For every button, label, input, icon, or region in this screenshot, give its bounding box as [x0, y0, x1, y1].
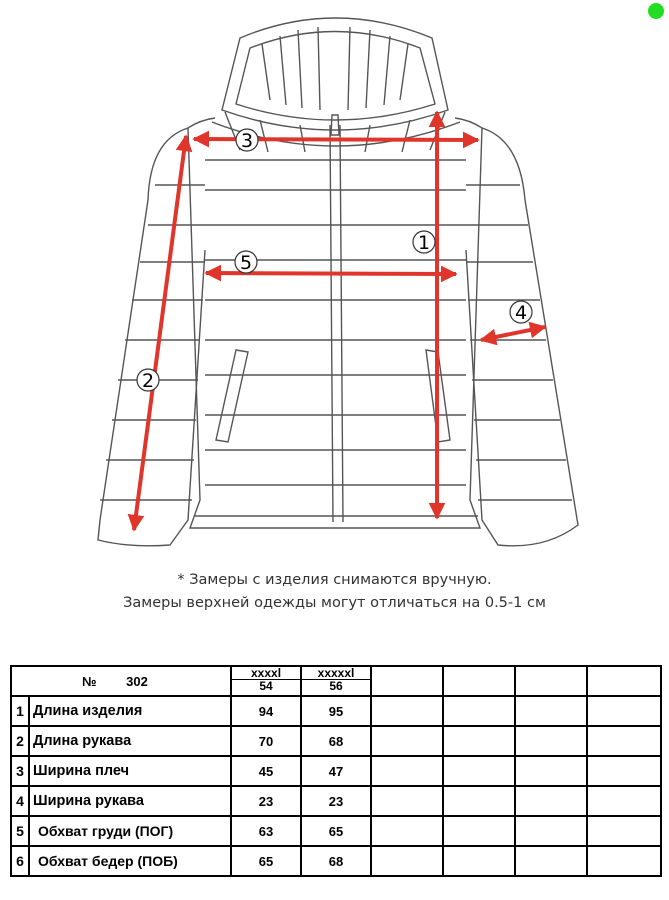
- arrow-4-sleeve-width: [481, 327, 545, 340]
- empty-cell: [443, 846, 515, 876]
- empty-cell: [371, 846, 443, 876]
- row-name: Обхват бедер (ПОБ): [29, 846, 231, 876]
- row-index: 6: [11, 846, 29, 876]
- empty-cell: [587, 666, 661, 696]
- note-line-2: Замеры верхней одежды могут отличаться на 0.5-1 см: [123, 595, 546, 611]
- table-row: [11, 816, 661, 846]
- arrow-2-sleeve: [134, 136, 186, 530]
- marker-5-text: 5: [239, 252, 253, 274]
- size-label-1: xxxxl: [251, 666, 282, 680]
- empty-cell: [371, 786, 443, 816]
- no-label: №: [82, 673, 97, 689]
- row-value: 63: [231, 816, 301, 846]
- marker-5: [235, 251, 257, 274]
- row-name: Длина рукава: [29, 726, 231, 756]
- empty-cell: [515, 756, 587, 786]
- empty-cell: [443, 786, 515, 816]
- empty-cell: [515, 846, 587, 876]
- marker-2-text: 2: [141, 370, 155, 392]
- jacket-outline: [98, 18, 578, 546]
- size-number-2: 56: [302, 679, 370, 692]
- row-name: Длина изделия: [29, 696, 231, 726]
- table-row: [11, 696, 661, 726]
- row-index: 4: [11, 786, 29, 816]
- row-name: Обхват груди (ПОГ): [29, 816, 231, 846]
- table-row: [11, 846, 661, 876]
- size-table: [10, 665, 662, 877]
- empty-cell: [443, 816, 515, 846]
- model-number: 302: [126, 673, 148, 689]
- row-value: 68: [301, 726, 371, 756]
- empty-cell: [587, 786, 661, 816]
- row-index: 3: [11, 756, 29, 786]
- row-value: 65: [231, 846, 301, 876]
- row-value: 23: [301, 786, 371, 816]
- model-number-cell: [11, 666, 231, 696]
- note-line-1: * Замеры с изделия снимаются вручную.: [177, 572, 492, 588]
- table-header-row: [11, 666, 661, 696]
- empty-cell: [371, 666, 443, 696]
- empty-cell: [371, 696, 443, 726]
- size-label-2: xxxxxl: [317, 666, 355, 680]
- row-value: 94: [231, 696, 301, 726]
- empty-cell: [515, 696, 587, 726]
- marker-2: [137, 369, 159, 392]
- row-index: 5: [11, 816, 29, 846]
- empty-cell: [587, 756, 661, 786]
- row-name: Ширина рукава: [29, 786, 231, 816]
- table-row: [11, 786, 661, 816]
- empty-cell: [443, 696, 515, 726]
- empty-cell: [443, 726, 515, 756]
- empty-cell: [515, 666, 587, 696]
- row-value: 68: [301, 846, 371, 876]
- empty-cell: [515, 786, 587, 816]
- size-number-1: 54: [232, 679, 300, 692]
- row-value: 70: [231, 726, 301, 756]
- empty-cell: [371, 756, 443, 786]
- empty-cell: [371, 726, 443, 756]
- empty-cell: [587, 816, 661, 846]
- row-value: 95: [301, 696, 371, 726]
- empty-cell: [587, 726, 661, 756]
- table-row: [11, 726, 661, 756]
- empty-cell: [587, 696, 661, 726]
- row-value: 45: [231, 756, 301, 786]
- marker-3-text: 3: [240, 130, 254, 152]
- table-row: [11, 756, 661, 786]
- size-header-2: [301, 666, 371, 696]
- marker-4: [510, 301, 532, 324]
- empty-cell: [587, 846, 661, 876]
- row-name: Ширина плеч: [29, 756, 231, 786]
- row-value: 23: [231, 786, 301, 816]
- empty-cell: [515, 726, 587, 756]
- row-value: 47: [301, 756, 371, 786]
- empty-cell: [443, 756, 515, 786]
- empty-cell: [443, 666, 515, 696]
- marker-1-text: 1: [417, 232, 431, 254]
- empty-cell: [371, 816, 443, 846]
- marker-3: [236, 129, 258, 152]
- empty-cell: [515, 816, 587, 846]
- row-index: 2: [11, 726, 29, 756]
- size-header-1: [231, 666, 301, 696]
- marker-4-text: 4: [514, 302, 528, 324]
- row-value: 65: [301, 816, 371, 846]
- marker-1: [413, 231, 435, 254]
- measurement-arrows: [134, 112, 545, 530]
- row-index: 1: [11, 696, 29, 726]
